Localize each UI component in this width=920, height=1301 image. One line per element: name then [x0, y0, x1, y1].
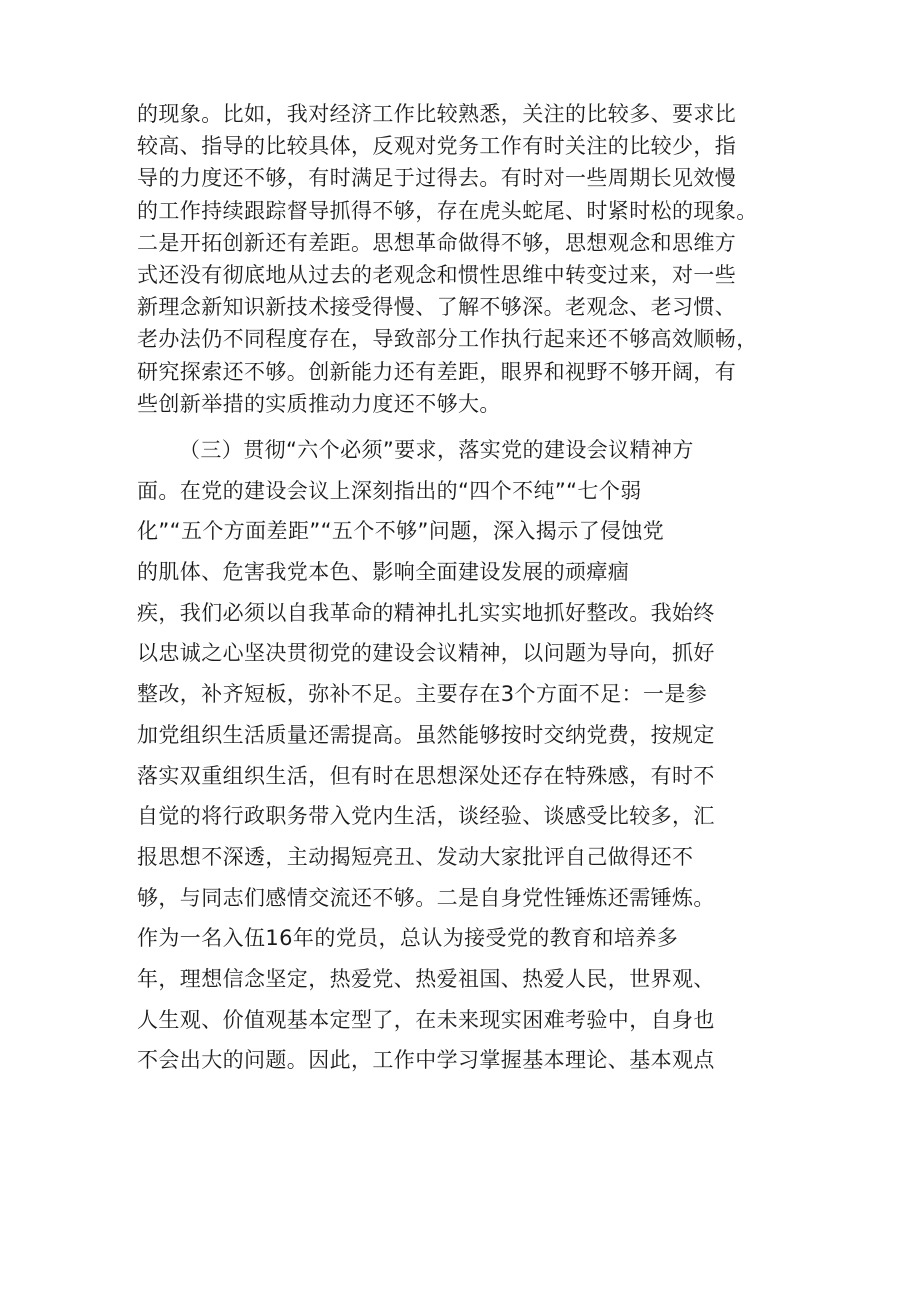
- text-line: 的工作持续跟踪督导抓得不够，存在虎头蛇尾、时紧时松的现象。: [137, 198, 758, 223]
- text-line: 的肌体、危害我党本色、影响全面建设发展的顽瘴痼: [137, 560, 630, 585]
- text-line: 些创新举措的实质推动力度还不够大。: [137, 391, 501, 416]
- text-line: 整改，补齐短板，弥补不足。主要存在3个方面不足：一是参: [137, 682, 708, 707]
- section-heading-line: （三）贯彻“六个必须”要求，落实党的建设会议精神方: [179, 438, 694, 462]
- text-line: 够，与同志们感情交流还不够。二是自身党性锤炼还需锤炼。: [137, 885, 715, 910]
- text-line: 落实双重组织生活，但有时在思想深处还存在特殊感，有时不: [137, 763, 715, 788]
- text-line: 研究探索还不够。创新能力还有差距，眼界和视野不够开阔，有: [137, 359, 737, 384]
- text-line: 化”“五个方面差距”“五个不够”问题，深入揭示了侵蚀党: [137, 519, 665, 544]
- text-line: 较高、指导的比较具体，反观对党务工作有时关注的比较少，指: [137, 134, 737, 159]
- text-line: 年，理想信念坚定，热爱党、热爱祖国、热爱人民，世界观、: [137, 966, 715, 991]
- text-line: 作为一名入伍16年的党员，总认为接受党的教育和培养多: [137, 926, 679, 951]
- text-line: 面。在党的建设会议上深刻指出的“四个不纯”“七个弱: [137, 478, 642, 503]
- text-line: 导的力度还不够，有时满足于过得去。有时对一些周期长见效慢: [137, 166, 737, 191]
- text-line: 新理念新知识新技术接受得慢、了解不够深。老观念、老习惯、: [137, 295, 737, 320]
- text-line: 不会出大的问题。因此，工作中学习掌握基本理论、基本观点: [137, 1048, 715, 1073]
- paragraph-2: [137, 430, 797, 1081]
- paragraph-1: [137, 98, 797, 420]
- text-line: 人生观、价值观基本定型了，在未来现实困难考验中，自身也: [137, 1007, 715, 1032]
- text-line: 自觉的将行政职务带入党内生活，谈经验、谈感受比较多，汇: [137, 804, 715, 829]
- text-line: 报思想不深透，主动揭短亮丑、发动大家批评自己做得还不: [137, 844, 694, 869]
- text-line: 老办法仍不同程度存在，导致部分工作执行起来还不够高效顺畅，: [137, 327, 758, 352]
- text-line: 二是开拓创新还有差距。思想革命做得不够，思想观念和思维方: [137, 230, 737, 255]
- text-line: 疾，我们必须以自我革命的精神扎扎实实地抓好整改。我始终: [137, 600, 715, 625]
- text-line: 式还没有彻底地从过去的老观念和惯性思维中转变过来，对一些: [137, 262, 737, 287]
- text-line: 加党组织生活质量还需提高。虽然能够按时交纳党费，按规定: [137, 722, 715, 747]
- text-line: 以忠诚之心坚决贯彻党的建设会议精神，以问题为导向，抓好: [137, 641, 715, 666]
- text-line: 的现象。比如，我对经济工作比较熟悉，关注的比较多、要求比: [137, 102, 737, 126]
